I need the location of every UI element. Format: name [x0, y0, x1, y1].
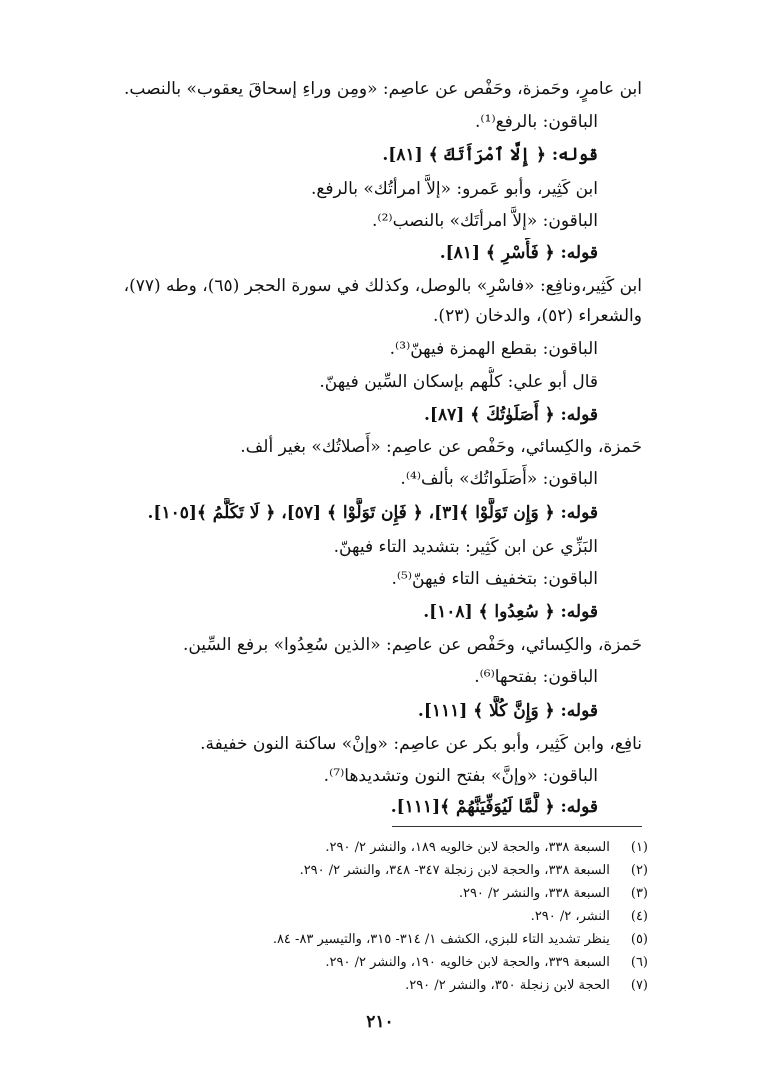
- verse-heading: قوله: ﴿ سُعِدُوا ﴾ [١٠٨].: [423, 602, 598, 622]
- verse-heading: قوله: ﴿ وَإِنَّ كُلًّا ﴾ [١١١].: [417, 701, 598, 721]
- body-line: حَمزة، والكِسائي، وحَفْص عن عاصِم: «أَصلاتُك» بغير ألف.: [240, 437, 642, 457]
- body-line: ابن عامرٍ، وحَمزة، وحَفْص عن عاصِم: «ومِن وراءِ إسحاقَ يعقوب» بالنصب.: [124, 79, 642, 99]
- verse-heading: قوله: ﴿ فَأَسْرِ ﴾ [٨١].: [439, 243, 598, 263]
- footnote-divider: [392, 826, 642, 827]
- footnote-number: (٦): [630, 955, 648, 970]
- page-number: ٢١٠: [366, 1012, 394, 1032]
- body-line: الباقون: بقطع الهمزة فيهنّ⁽³⁾.: [389, 339, 598, 359]
- body-line: البَزِّي عن ابن كَثِير: بتشديد التاء فيهنّ.: [333, 537, 598, 557]
- footnote-text: النشر، ٢/ ٢٩٠.: [530, 909, 610, 924]
- footnote-text: الحجة لابن زنجلة ٣٥٠، والنشر ٢/ ٢٩٠.: [405, 978, 610, 993]
- body-line: قال أبو علي: كلُّهم بإسكان السِّين فيهنّ.: [319, 372, 598, 392]
- footnote-number: (٣): [630, 886, 648, 901]
- verse-heading: قوله: ﴿ وَإِن تَوَلَّوْا ﴾[٣]، ﴿ فَإِن تَوَلَّوْا ﴾ [٥٧]، ﴿ لَا تَكَلَّمُ ﴾[١٠٥].: [147, 503, 598, 523]
- footnote: [40, 929, 648, 951]
- footnote: [40, 952, 648, 974]
- body-line: الباقون: بفتحها⁽⁶⁾.: [474, 667, 598, 687]
- footnote-number: (٢): [630, 863, 648, 878]
- body-line: ابن كَثِير،ونافِع: «فاسْرِ» بالوصل، وكذلك في سورة الحجر (٦٥)، وطه (٧٧)،: [123, 276, 642, 296]
- footnote-number: (١): [630, 840, 648, 855]
- verse-heading: قوله: ﴿ أَصَلَوٰتُكَ ﴾ [٨٧].: [424, 405, 598, 425]
- body-line: حَمزة، والكِسائي، وحَفْص عن عاصِم: «الذين سُعِدُوا» برفع السِّين.: [182, 635, 642, 655]
- body-line: الباقون: بالرفع⁽¹⁾.: [475, 112, 598, 132]
- body-line: الباقون: «أَصَلَواتُك» بألف⁽⁴⁾.: [400, 469, 598, 489]
- verse-heading: قوله: ﴿ لَّمَّا لَيُوَفِّيَنَّهُمْ ﴾[١١١].: [390, 797, 598, 817]
- body-line: والشعراء (٥٢)، والدخان (٢٣).: [433, 306, 642, 326]
- footnote-number: (٥): [630, 932, 648, 947]
- footnote: [40, 975, 648, 997]
- body-line: نافِع، وابن كَثِير، وأبو بكر عن عاصِم: «وإنْ» ساكنة النون خفيفة.: [200, 734, 642, 754]
- footnote-text: السبعة ٣٣٨، والحجة لابن خالويه ١٨٩، والنشر ٢/ ٢٩٠.: [325, 840, 610, 855]
- footnote-text: السبعة ٣٣٨، والحجة لابن زنجلة ٣٤٧- ٣٤٨، والنشر ٢/ ٢٩٠.: [299, 863, 610, 878]
- footnote: [40, 860, 648, 882]
- footnote-text: ينظر تشديد التاء للبزي، الكشف ١/ ٣١٤- ٣١٥، والتيسير ٨٣- ٨٤.: [272, 932, 610, 947]
- body-line: الباقون: «إلاَّ امرأتَك» بالنصب⁽²⁾.: [371, 211, 598, 231]
- footnote-text: السبعة ٣٣٩، والحجة لابن خالويه ١٩٠، والنشر ٢/ ٢٩٠.: [325, 955, 610, 970]
- footnote-text: السبعة ٣٣٨، والنشر ٢/ ٢٩٠.: [458, 886, 610, 901]
- verse-heading: قوله: ﴿ إِلَّا ٱمْرَأَتَكَ ﴾ [٨١].: [382, 145, 598, 165]
- footnote-number: (٤): [630, 909, 648, 924]
- body-line: الباقون: «وإنَّ» بفتح النون وتشديدها⁽⁷⁾.: [323, 766, 598, 786]
- body-line: ابن كَثِير، وأبو عَمرو: «إلاَّ امرأتُك» بالرفع.: [310, 179, 598, 199]
- footnote-number: (٧): [630, 978, 648, 993]
- footnote: [40, 883, 648, 905]
- footnote: [40, 837, 648, 859]
- body-line: الباقون: بتخفيف التاء فيهنّ⁽⁵⁾.: [391, 569, 598, 589]
- footnote: [40, 906, 648, 928]
